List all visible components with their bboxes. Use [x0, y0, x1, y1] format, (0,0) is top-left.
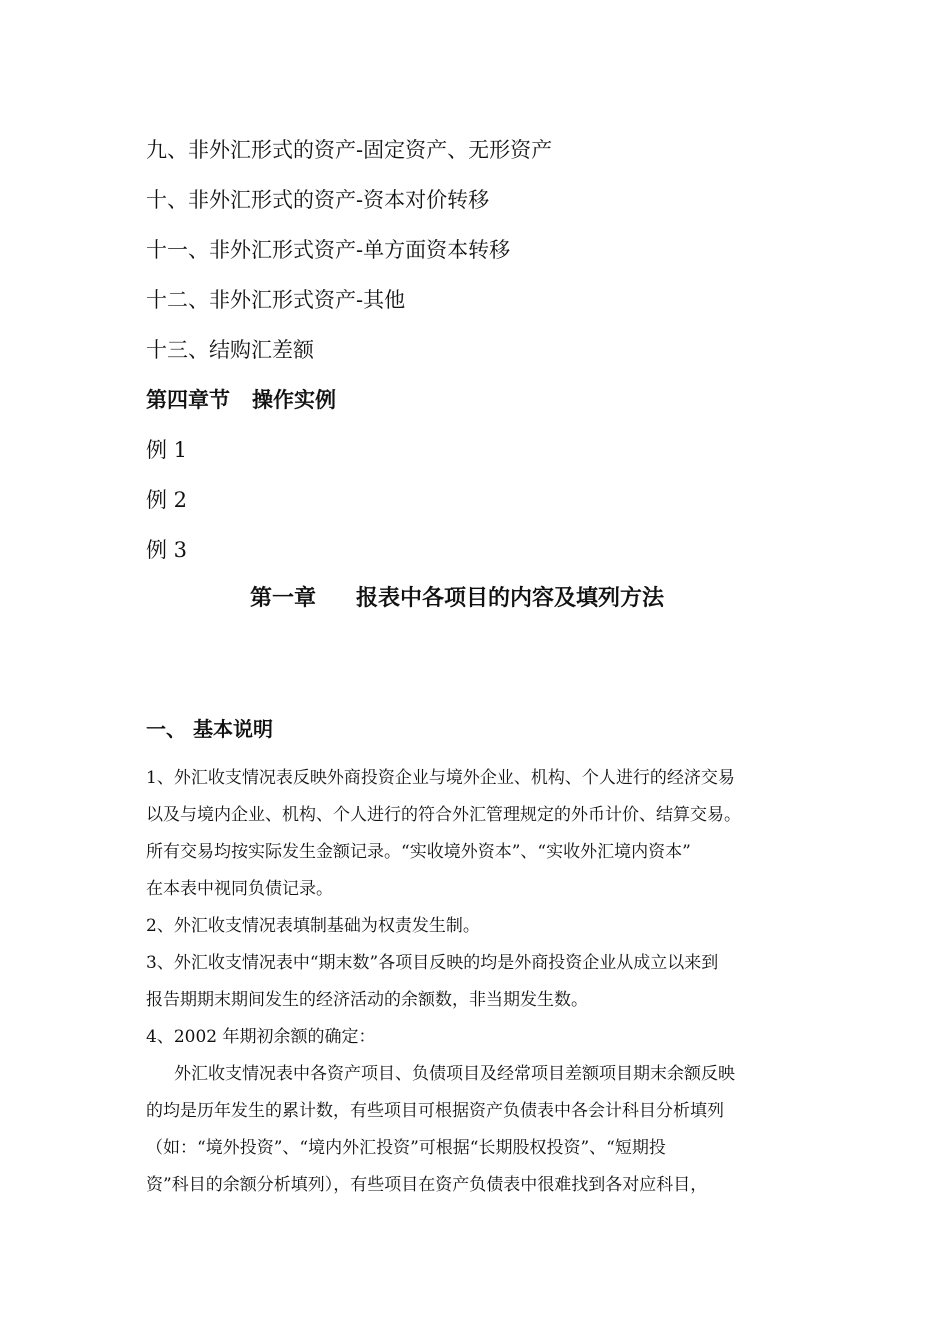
paragraph-line: 外汇收支情况表中各资产项目、负债项目及经常项目差额项目期末余额反映: [174, 1064, 735, 1084]
paragraph-line: 在本表中视同负债记录。: [146, 879, 333, 899]
paragraph-line: 报告期期末期间发生的经济活动的余额数，非当期发生数。: [146, 990, 588, 1010]
toc-example-3: 例 3: [146, 538, 188, 562]
toc-item-10: 十、非外汇形式的资产-资本对价转移: [146, 188, 490, 212]
paragraph-line: 2、外汇收支情况表填制基础为权责发生制。: [146, 916, 480, 936]
toc-chapter4-label: 第四章节: [146, 388, 230, 412]
paragraph-line: （如：“境外投资”、“境内外汇投资”可根据“长期股权投资”、“短期投: [146, 1138, 666, 1158]
paragraph-line: 资”科目的余额分析填列），有些项目在资产负债表中很难找到各对应科目，: [146, 1175, 708, 1195]
toc-item-9: 九、非外汇形式的资产-固定资产、无形资产: [146, 138, 553, 162]
toc-item-11: 十一、非外汇形式资产-单方面资本转移: [146, 238, 511, 262]
paragraph-line: 所有交易均按实际发生金额记录。“实收境外资本”、“实收外汇境内资本”: [146, 842, 691, 862]
toc-chapter4-heading: [146, 386, 336, 414]
toc-example-1: 例 1: [146, 438, 188, 462]
chapter-label: 第一章: [250, 586, 317, 611]
chapter-name: 报表中各项目的内容及填列方法: [356, 586, 665, 611]
toc-item-12: 十二、非外汇形式资产-其他: [146, 288, 406, 312]
section-heading: 一、 基本说明: [146, 717, 273, 741]
paragraph-line: 以及与境内企业、机构、个人进行的符合外汇管理规定的外币计价、结算交易。: [146, 805, 741, 825]
paragraph-line: 的均是历年发生的累计数，有些项目可根据资产负债表中各会计科目分析填列: [146, 1101, 724, 1121]
toc-example-2: 例 2: [146, 488, 188, 512]
paragraph-line: 4、2002 年期初余额的确定：: [146, 1027, 376, 1047]
paragraph-line: 3、外汇收支情况表中“期末数”各项目反映的均是外商投资企业从成立以来到: [146, 953, 719, 973]
chapter-title: [250, 584, 664, 614]
toc-item-13: 十三、结购汇差额: [146, 338, 314, 362]
paragraph-line: 1、外汇收支情况表反映外商投资企业与境外企业、机构、个人进行的经济交易: [146, 768, 735, 788]
toc-chapter4-title: 操作实例: [252, 388, 336, 412]
